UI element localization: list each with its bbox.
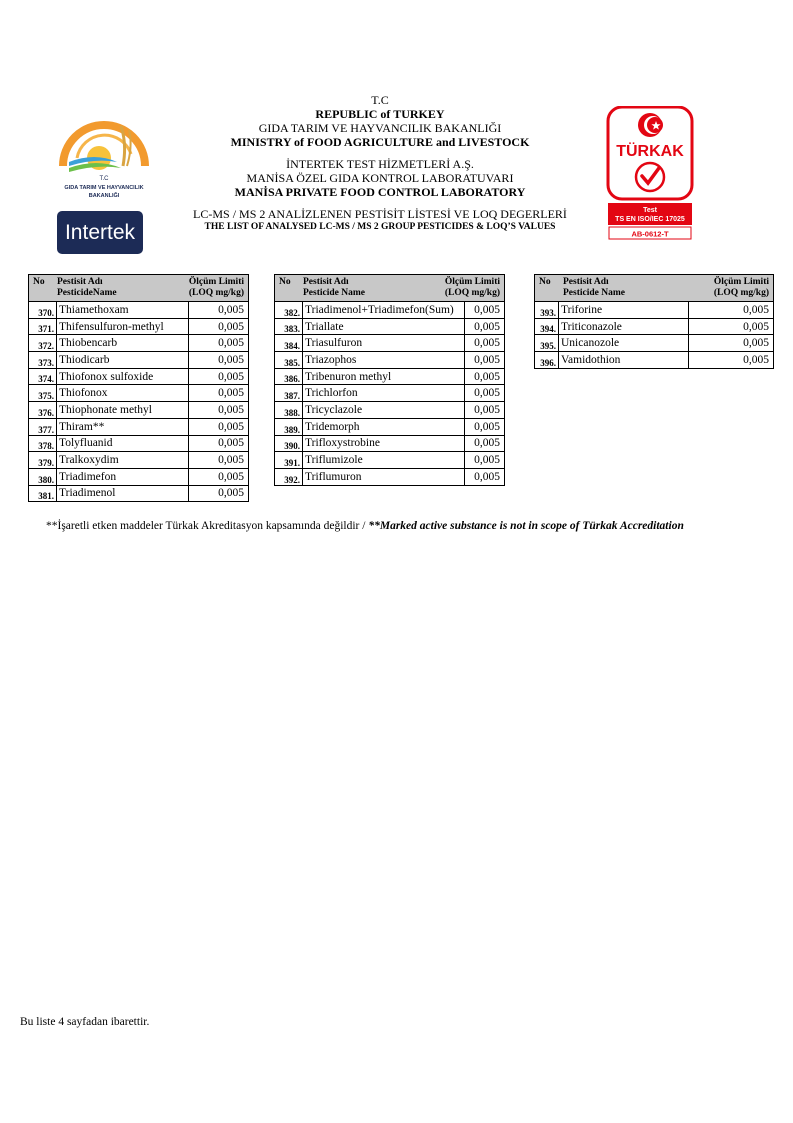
table-row bbox=[275, 435, 505, 452]
table-row bbox=[275, 368, 505, 385]
document-header bbox=[150, 93, 610, 233]
header-no: No bbox=[33, 277, 45, 287]
header-name-tr: Pestisit Adı bbox=[563, 277, 609, 287]
table-row bbox=[535, 318, 774, 335]
pesticide-table-2 bbox=[274, 274, 505, 486]
header-limit-en: (LOQ mg/kg) bbox=[713, 288, 769, 298]
row-number: 381. bbox=[29, 485, 57, 502]
loq-value: 0,005 bbox=[189, 335, 249, 352]
table-row bbox=[29, 335, 249, 352]
ministry-logo-tc: T.C bbox=[99, 176, 109, 182]
table-row bbox=[29, 468, 249, 485]
row-number: 379. bbox=[29, 452, 57, 469]
row-number: 372. bbox=[29, 335, 57, 352]
pesticide-name: Trichlorfon bbox=[303, 385, 465, 402]
pesticide-table-3 bbox=[534, 274, 774, 369]
header-no: No bbox=[539, 277, 551, 287]
pesticide-name: Thiamethoxam bbox=[57, 302, 189, 319]
loq-value: 0,005 bbox=[189, 318, 249, 335]
table-row bbox=[275, 385, 505, 402]
row-number: 370. bbox=[29, 302, 57, 319]
ministry-logo bbox=[55, 96, 153, 202]
row-number: 390. bbox=[275, 435, 303, 452]
header-ministry-en: MINISTRY of FOOD AGRICULTURE and LIVESTOCK bbox=[230, 135, 530, 149]
row-number: 389. bbox=[275, 418, 303, 435]
loq-value: 0,005 bbox=[189, 302, 249, 319]
row-number: 375. bbox=[29, 385, 57, 402]
pesticide-table-1 bbox=[28, 274, 249, 502]
row-number: 380. bbox=[29, 468, 57, 485]
turkak-test-label: Test bbox=[643, 207, 657, 214]
row-number: 393. bbox=[535, 302, 559, 319]
loq-value: 0,005 bbox=[189, 368, 249, 385]
loq-value: 0,005 bbox=[189, 468, 249, 485]
header-name-en: Pesticide Name bbox=[303, 288, 365, 298]
loq-value: 0,005 bbox=[689, 302, 774, 319]
header-limit-en: (LOQ mg/kg) bbox=[444, 288, 500, 298]
table-header-cell bbox=[275, 275, 505, 302]
table-row bbox=[275, 352, 505, 369]
loq-value: 0,005 bbox=[189, 485, 249, 502]
loq-value: 0,005 bbox=[189, 352, 249, 369]
pesticide-name: Triadimenol bbox=[57, 485, 189, 502]
table-header-cell bbox=[535, 275, 774, 302]
header-limit-tr: Ölçüm Limiti bbox=[188, 277, 244, 287]
table-row bbox=[29, 485, 249, 502]
table-row bbox=[29, 352, 249, 369]
table-row bbox=[275, 418, 505, 435]
row-number: 385. bbox=[275, 352, 303, 369]
pesticide-name: Triflumuron bbox=[303, 468, 465, 485]
header-republic: REPUBLIC of TURKEY bbox=[315, 107, 445, 121]
loq-value: 0,005 bbox=[465, 402, 505, 419]
table-row bbox=[29, 402, 249, 419]
loq-value: 0,005 bbox=[689, 335, 774, 352]
row-number: 373. bbox=[29, 352, 57, 369]
loq-value: 0,005 bbox=[189, 435, 249, 452]
row-number: 371. bbox=[29, 318, 57, 335]
row-number: 377. bbox=[29, 418, 57, 435]
row-number: 378. bbox=[29, 435, 57, 452]
table-row bbox=[275, 402, 505, 419]
row-number: 391. bbox=[275, 452, 303, 469]
header-limit-tr: Ölçüm Limiti bbox=[713, 277, 769, 287]
pesticide-name: Thiofonox sulfoxide bbox=[57, 368, 189, 385]
header-list-title-en: THE LIST OF ANALYSED LC-MS / MS 2 GROUP PESTICIDES & LOQ’S VALUES bbox=[204, 222, 556, 232]
loq-value: 0,005 bbox=[465, 335, 505, 352]
accreditation-footnote bbox=[46, 520, 684, 532]
header-tc: T.C bbox=[371, 93, 389, 107]
header-lab-en: MANİSA PRIVATE FOOD CONTROL LABORATORY bbox=[234, 185, 526, 199]
footnote-en: **Marked active substance is not in scope of Türkak Accreditation bbox=[368, 520, 684, 532]
table-header-row bbox=[275, 275, 505, 302]
row-number: 382. bbox=[275, 302, 303, 319]
header-ministry-tr: GIDA TARIM VE HAYVANCILIK BAKANLIĞI bbox=[258, 121, 502, 135]
row-number: 388. bbox=[275, 402, 303, 419]
pesticide-name: Thiram** bbox=[57, 418, 189, 435]
table-row bbox=[275, 468, 505, 485]
pesticide-name: Triasulfuron bbox=[303, 335, 465, 352]
row-number: 376. bbox=[29, 402, 57, 419]
pesticide-name: Thiobencarb bbox=[57, 335, 189, 352]
pesticide-name: Tridemorph bbox=[303, 418, 465, 435]
row-number: 395. bbox=[535, 335, 559, 352]
pesticide-name: Tralkoxydim bbox=[57, 452, 189, 469]
header-name-en: Pesticide Name bbox=[563, 288, 625, 298]
ministry-logo-name: GIDA TARIM VE HAYVANCILIK bbox=[64, 185, 144, 191]
loq-value: 0,005 bbox=[689, 318, 774, 335]
turkak-logo bbox=[606, 106, 694, 240]
pesticide-name: Triadimenol+Triadimefon(Sum) bbox=[303, 302, 465, 319]
loq-value: 0,005 bbox=[189, 385, 249, 402]
pesticide-name: Thiodicarb bbox=[57, 352, 189, 369]
table-header-row bbox=[535, 275, 774, 302]
loq-value: 0,005 bbox=[465, 352, 505, 369]
pesticide-name: Trifloxystrobine bbox=[303, 435, 465, 452]
turkak-standard: TS EN ISO/IEC 17025 bbox=[615, 216, 685, 223]
header-lab-tr: MANİSA ÖZEL GIDA KONTROL LABORATUVARI bbox=[246, 171, 514, 185]
loq-value: 0,005 bbox=[689, 352, 774, 369]
pesticide-name: Triadimefon bbox=[57, 468, 189, 485]
table-row bbox=[29, 302, 249, 319]
page-count-note: Bu liste 4 sayfadan ibarettir. bbox=[20, 1016, 150, 1028]
pesticide-name: Triticonazole bbox=[559, 318, 689, 335]
row-number: 374. bbox=[29, 368, 57, 385]
pesticide-name: Vamidothion bbox=[559, 352, 689, 369]
table-row bbox=[535, 352, 774, 369]
loq-value: 0,005 bbox=[465, 302, 505, 319]
intertek-logo: Intertek bbox=[57, 211, 143, 254]
pesticide-name: Triallate bbox=[303, 318, 465, 335]
header-name-tr: Pestisit Adı bbox=[303, 277, 349, 287]
pesticide-name: Thifensulfuron-methyl bbox=[57, 318, 189, 335]
pesticide-name: Thiofonox bbox=[57, 385, 189, 402]
table-row bbox=[29, 418, 249, 435]
row-number: 384. bbox=[275, 335, 303, 352]
header-company: İNTERTEK TEST HİZMETLERİ A.Ş. bbox=[286, 157, 474, 171]
table-row bbox=[29, 435, 249, 452]
table-header-row bbox=[29, 275, 249, 302]
loq-value: 0,005 bbox=[465, 418, 505, 435]
header-limit-en: (LOQ mg/kg) bbox=[188, 288, 244, 298]
loq-value: 0,005 bbox=[189, 402, 249, 419]
loq-value: 0,005 bbox=[465, 368, 505, 385]
loq-value: 0,005 bbox=[189, 452, 249, 469]
header-name-en: PesticideName bbox=[57, 288, 117, 298]
loq-value: 0,005 bbox=[465, 318, 505, 335]
header-limit-tr: Ölçüm Limiti bbox=[444, 277, 500, 287]
table-row bbox=[29, 385, 249, 402]
header-no: No bbox=[279, 277, 291, 287]
pesticide-name: Thiophonate methyl bbox=[57, 402, 189, 419]
table-row bbox=[535, 335, 774, 352]
pesticide-name: Tolyfluanid bbox=[57, 435, 189, 452]
row-number: 392. bbox=[275, 468, 303, 485]
table-row bbox=[29, 368, 249, 385]
table-row bbox=[275, 318, 505, 335]
pesticide-name: Triflumizole bbox=[303, 452, 465, 469]
loq-value: 0,005 bbox=[465, 452, 505, 469]
row-number: 386. bbox=[275, 368, 303, 385]
footnote-tr: **İşaretli etken maddeler Türkak Akreditasyon kapsamında değildir / bbox=[46, 520, 369, 532]
loq-value: 0,005 bbox=[189, 418, 249, 435]
table-row bbox=[29, 452, 249, 469]
pesticide-name: Triazophos bbox=[303, 352, 465, 369]
header-name-tr: Pestisit Adı bbox=[57, 277, 103, 287]
table-row bbox=[535, 302, 774, 319]
header-list-title-tr: LC-MS / MS 2 ANALİZLENEN PESTİSİT LİSTESİ VE LOQ DEGERLERİ bbox=[193, 207, 567, 221]
turkak-logo-text: TÜRKAK bbox=[616, 143, 684, 160]
row-number: 396. bbox=[535, 352, 559, 369]
pesticide-name: Tricyclazole bbox=[303, 402, 465, 419]
loq-value: 0,005 bbox=[465, 435, 505, 452]
row-number: 387. bbox=[275, 385, 303, 402]
ministry-logo-name2: BAKANLIĞI bbox=[88, 193, 120, 199]
pesticide-name: Tribenuron methyl bbox=[303, 368, 465, 385]
row-number: 394. bbox=[535, 318, 559, 335]
turkak-code: AB-0612-T bbox=[631, 229, 669, 239]
table-row bbox=[275, 302, 505, 319]
row-number: 383. bbox=[275, 318, 303, 335]
pesticide-name: Triforine bbox=[559, 302, 689, 319]
loq-value: 0,005 bbox=[465, 385, 505, 402]
pesticide-name: Unicanozole bbox=[559, 335, 689, 352]
loq-value: 0,005 bbox=[465, 468, 505, 485]
table-row bbox=[29, 318, 249, 335]
table-header-cell bbox=[29, 275, 249, 302]
table-row bbox=[275, 335, 505, 352]
table-row bbox=[275, 452, 505, 469]
